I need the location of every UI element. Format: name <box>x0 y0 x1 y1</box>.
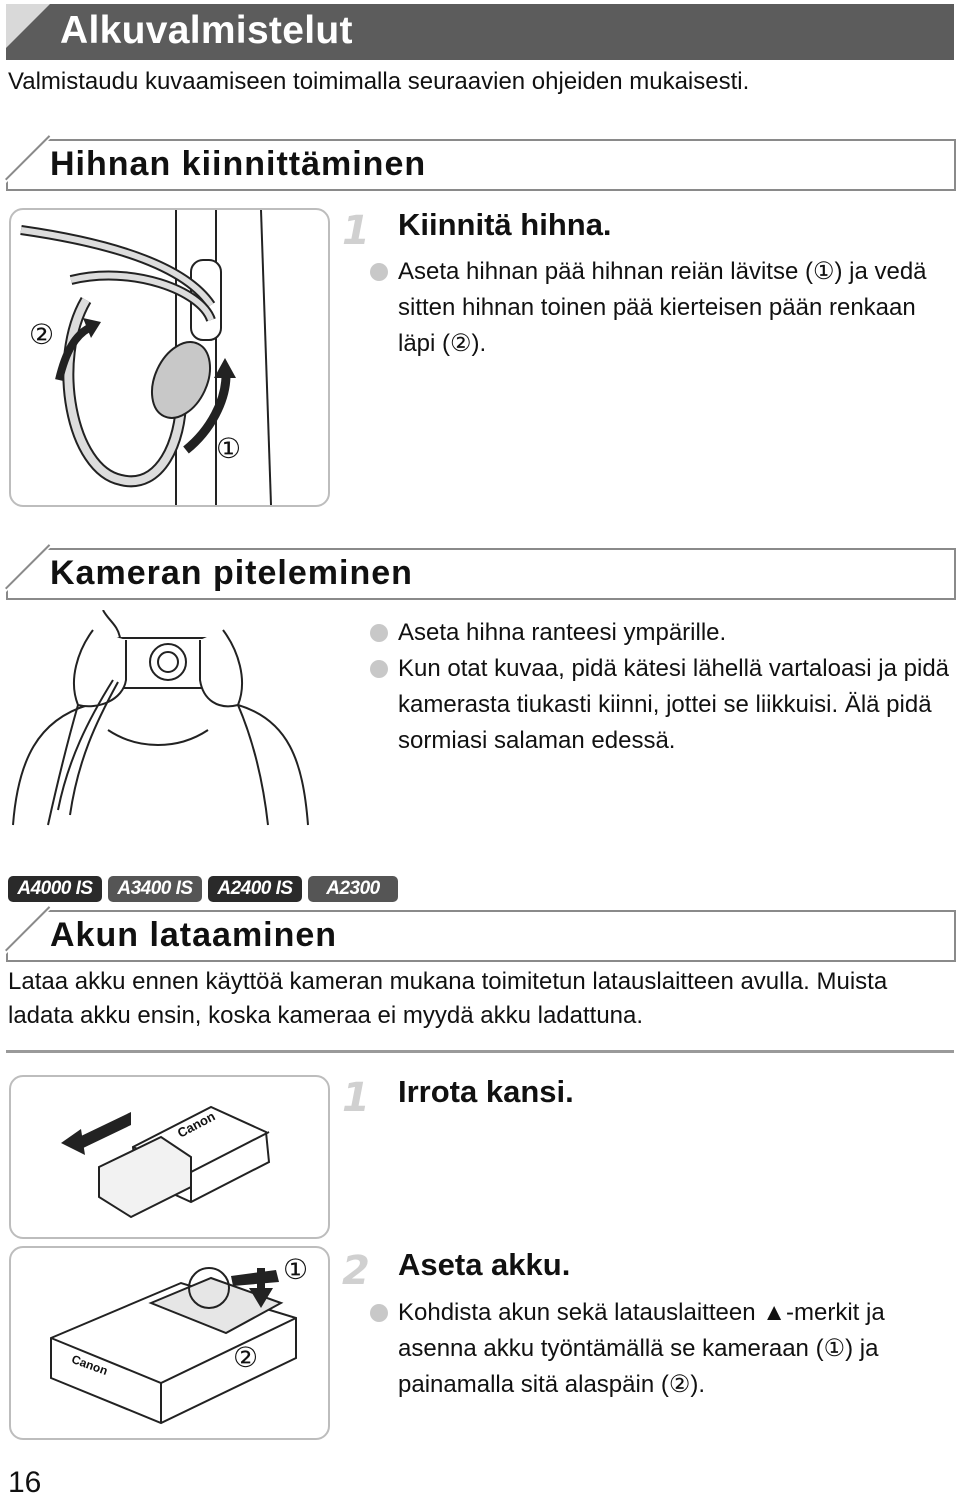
step-number: 1 <box>342 1075 370 1121</box>
marker-2: ② <box>233 1341 259 1374</box>
bullet-icon <box>370 660 388 678</box>
section-title: Hihnan kiinnittäminen <box>50 145 427 183</box>
remove-cover-figure <box>9 1075 330 1239</box>
model-badge: A4000 IS <box>8 876 102 902</box>
page-number: 16 <box>8 1466 42 1499</box>
charger-illustration <box>11 1248 328 1438</box>
model-badge: A2300 <box>308 876 398 902</box>
intro-text: Valmistaudu kuvaamiseen toimimalla seuraavien ohjeiden mukaisesti. <box>8 68 750 95</box>
section-title: Kameran piteleminen <box>50 554 413 592</box>
holding-camera-illustration <box>8 610 313 830</box>
section-title: Akun lataaminen <box>50 916 338 954</box>
bullet-icon <box>370 263 388 281</box>
marker-2: ② <box>29 318 55 351</box>
model-badge: A3400 IS <box>108 876 202 902</box>
bullet-item: Kun otat kuvaa, pidä kätesi lähellä vartaloasi ja pidä kamerasta tiukasti kiinni, jottei se liikkuisi. Älä pidä sormiasi salaman edessä. <box>398 651 954 759</box>
section-heading-hold <box>6 548 956 600</box>
section-heading-strap <box>6 139 956 191</box>
bullet-icon <box>370 624 388 642</box>
strap-illustration <box>11 210 328 505</box>
bullet-item: Kohdista akun sekä latauslaitteen ▲-merkit ja asenna akku työntämällä se kameraan (①) ja painamalla sitä alaspäin (②). <box>398 1295 954 1403</box>
header-corner-decoration <box>6 4 50 48</box>
bullet-item: Aseta hihnan pää hihnan reiän lävitse (①) ja vedä sitten hihnan toinen pää kierteisen pään renkaan läpi (②). <box>398 254 954 362</box>
step-number: 1 <box>342 208 370 254</box>
step-title: Kiinnitä hihna. <box>398 207 612 242</box>
step-title: Aseta akku. <box>398 1247 571 1282</box>
battery-cover-illustration <box>11 1077 328 1237</box>
charge-intro-text: Lataa akku ennen käyttöä kameran mukana toimitetun latauslaitteen avulla. Muista ladata akku ensin, koska kameraa ei myydä akku ladattuna. <box>8 968 888 1029</box>
marker-1: ① <box>216 432 242 465</box>
model-badge: A2400 IS <box>208 876 302 902</box>
step-number: 2 <box>342 1248 370 1294</box>
divider <box>6 1050 954 1053</box>
bullet-icon <box>370 1304 388 1322</box>
brand-label: Canon <box>69 1352 110 1378</box>
marker-1: ① <box>283 1253 309 1286</box>
brand-label: Canon <box>174 1108 218 1141</box>
page-title: Alkuvalmistelut <box>60 9 353 52</box>
page-header <box>6 4 954 60</box>
insert-battery-figure <box>9 1246 330 1440</box>
bullet-item: Aseta hihna ranteesi ympärille. <box>398 615 954 651</box>
strap-figure <box>9 208 330 507</box>
section-heading-charge <box>6 910 956 962</box>
step-title: Irrota kansi. <box>398 1074 574 1109</box>
